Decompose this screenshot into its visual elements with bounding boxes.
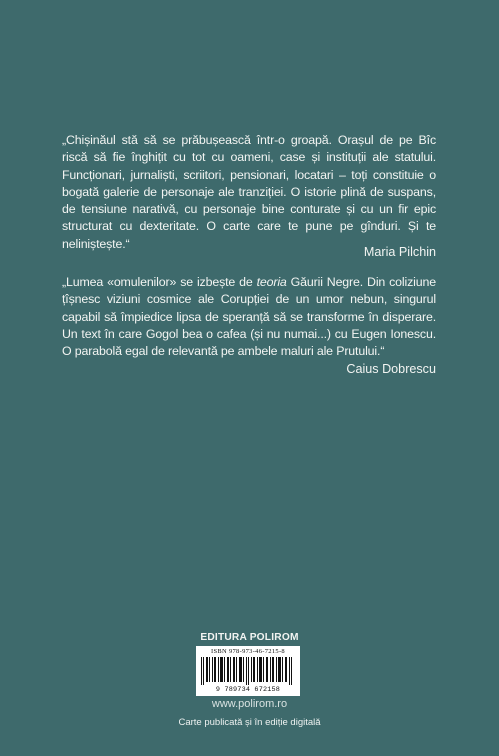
digital-edition-note: Carte publicată și în ediție digitală [178,717,321,728]
blurb-author-maria-pilchin: Maria Pilchin [363,245,436,259]
blurb-maria-pilchin: „Chișinăul stă să se prăbușească într-o groapă. Orașul de pe Bîc riscă să fie înghițit cu tot cu oameni, case și instituții ale statului. Funcționari, jurnaliști, scriitori, pensionari, locatari – toți constituie o bogată galerie de personaje ale tranziției. O istorie plină de suspans, de tensiune narativă, cu personaje bine conturate și cu un fir epic structurat cu dexteritate. O carte care te pune pe gînduri. Și te neliniștește.“ [62,133,436,251]
isbn-barcode-block [196,646,300,696]
publisher-name: EDITURA POLIROM [200,632,299,643]
blurb-caius-dobrescu [62,274,436,360]
publisher-website: www.polirom.ro [211,698,288,710]
blurb-author-caius-dobrescu: Caius Dobrescu [346,362,436,376]
blurb-italic-word: teoria [256,275,287,289]
blurb-text-part: Găurii Negre. Din coliziune țîșnesc viziuni cosmice ale Corupției de un umor nebun, singurul capabil să împiedice lipsa de speranță să se transforme în disperare. Un text în care Gogol bea o cafea (și nu numai...) cu Eugen Ionescu. O parabolă egal de relevantă pe ambele maluri ale Prutului.“ [62,275,436,359]
blurb-text-part: „Lumea «omulenilor» se izbește de [62,275,257,289]
barcode-icon [201,657,295,685]
isbn-label: ISBN 978-973-46-7215-8 [211,648,285,655]
barcode-number: 9 789734 672158 [215,686,281,694]
